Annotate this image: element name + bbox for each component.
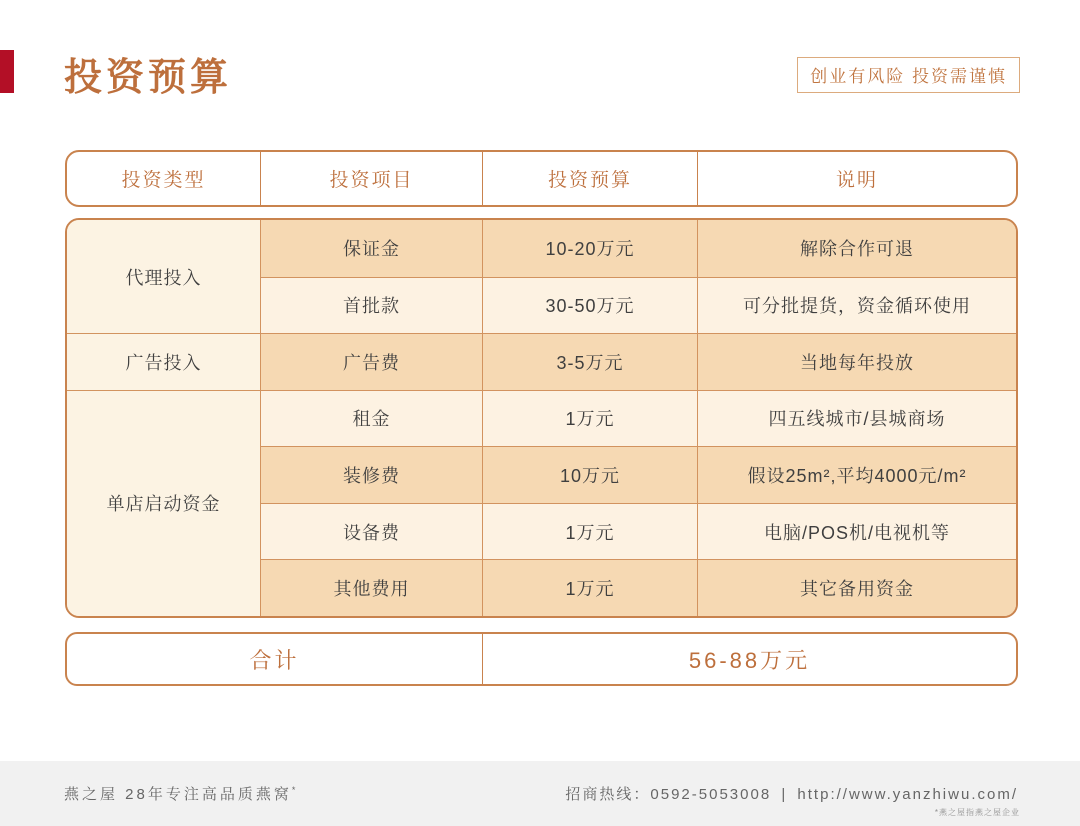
item-cell: 设备费 xyxy=(260,503,482,560)
slogan-text: 燕之屋 28年专注高品质燕窝 xyxy=(64,786,292,803)
item-cell: 保证金 xyxy=(260,220,482,277)
note-cell: 四五线城市/县城商场 xyxy=(697,390,1016,447)
note-cell: 可分批提货，资金循环使用 xyxy=(697,277,1016,334)
group-cell-advertising: 广告投入 xyxy=(67,333,260,390)
group-cell-store-startup: 单店启动资金 xyxy=(67,390,260,616)
budget-table-body xyxy=(65,218,1018,618)
budget-cell: 1万元 xyxy=(482,559,697,616)
column-header-type: 投资类型 xyxy=(121,170,206,191)
page-title: 投资预算 xyxy=(64,57,233,99)
legal-footnote: *燕之屋指燕之屋企业 xyxy=(934,808,1020,817)
total-label: 合计 xyxy=(249,647,300,673)
note-cell: 电脑/POS机/电视机等 xyxy=(697,503,1016,560)
slogan-asterisk: * xyxy=(291,785,299,795)
table-header-row xyxy=(65,150,1018,207)
website-url: http://www.yanzhiwu.com/ xyxy=(797,786,1018,803)
note-cell: 解除合作可退 xyxy=(697,220,1016,277)
note-cell: 假设25m²,平均4000元/m² xyxy=(697,446,1016,503)
brand-slogan xyxy=(64,783,298,804)
item-cell: 广告费 xyxy=(260,333,482,390)
risk-warning-badge: 创业有风险 投资需谨慎 xyxy=(797,57,1020,93)
item-cell: 装修费 xyxy=(260,446,482,503)
budget-cell: 1万元 xyxy=(482,390,697,447)
budget-cell: 10-20万元 xyxy=(482,220,697,277)
column-header-note: 说明 xyxy=(697,152,1016,205)
note-cell: 当地每年投放 xyxy=(697,333,1016,390)
budget-cell: 1万元 xyxy=(482,503,697,560)
item-cell: 租金 xyxy=(260,390,482,447)
hotline-text: 招商热线：0592-5053008 xyxy=(565,786,772,803)
column-header-item: 投资项目 xyxy=(260,152,482,205)
total-row xyxy=(65,632,1018,686)
column-header-budget: 投资预算 xyxy=(482,152,697,205)
total-value: 56-88万元 xyxy=(482,634,1016,684)
item-cell: 首批款 xyxy=(260,277,482,334)
group-cell-agency: 代理投入 xyxy=(67,220,260,333)
budget-cell: 30-50万元 xyxy=(482,277,697,334)
note-cell: 其它备用资金 xyxy=(697,559,1016,616)
brand-accent-bar xyxy=(0,50,14,93)
footer xyxy=(0,761,1080,826)
divider-glyph: | xyxy=(781,786,788,803)
budget-cell: 3-5万元 xyxy=(482,333,697,390)
budget-cell: 10万元 xyxy=(482,446,697,503)
contact-line xyxy=(563,783,1020,804)
item-cell: 其他费用 xyxy=(260,559,482,616)
